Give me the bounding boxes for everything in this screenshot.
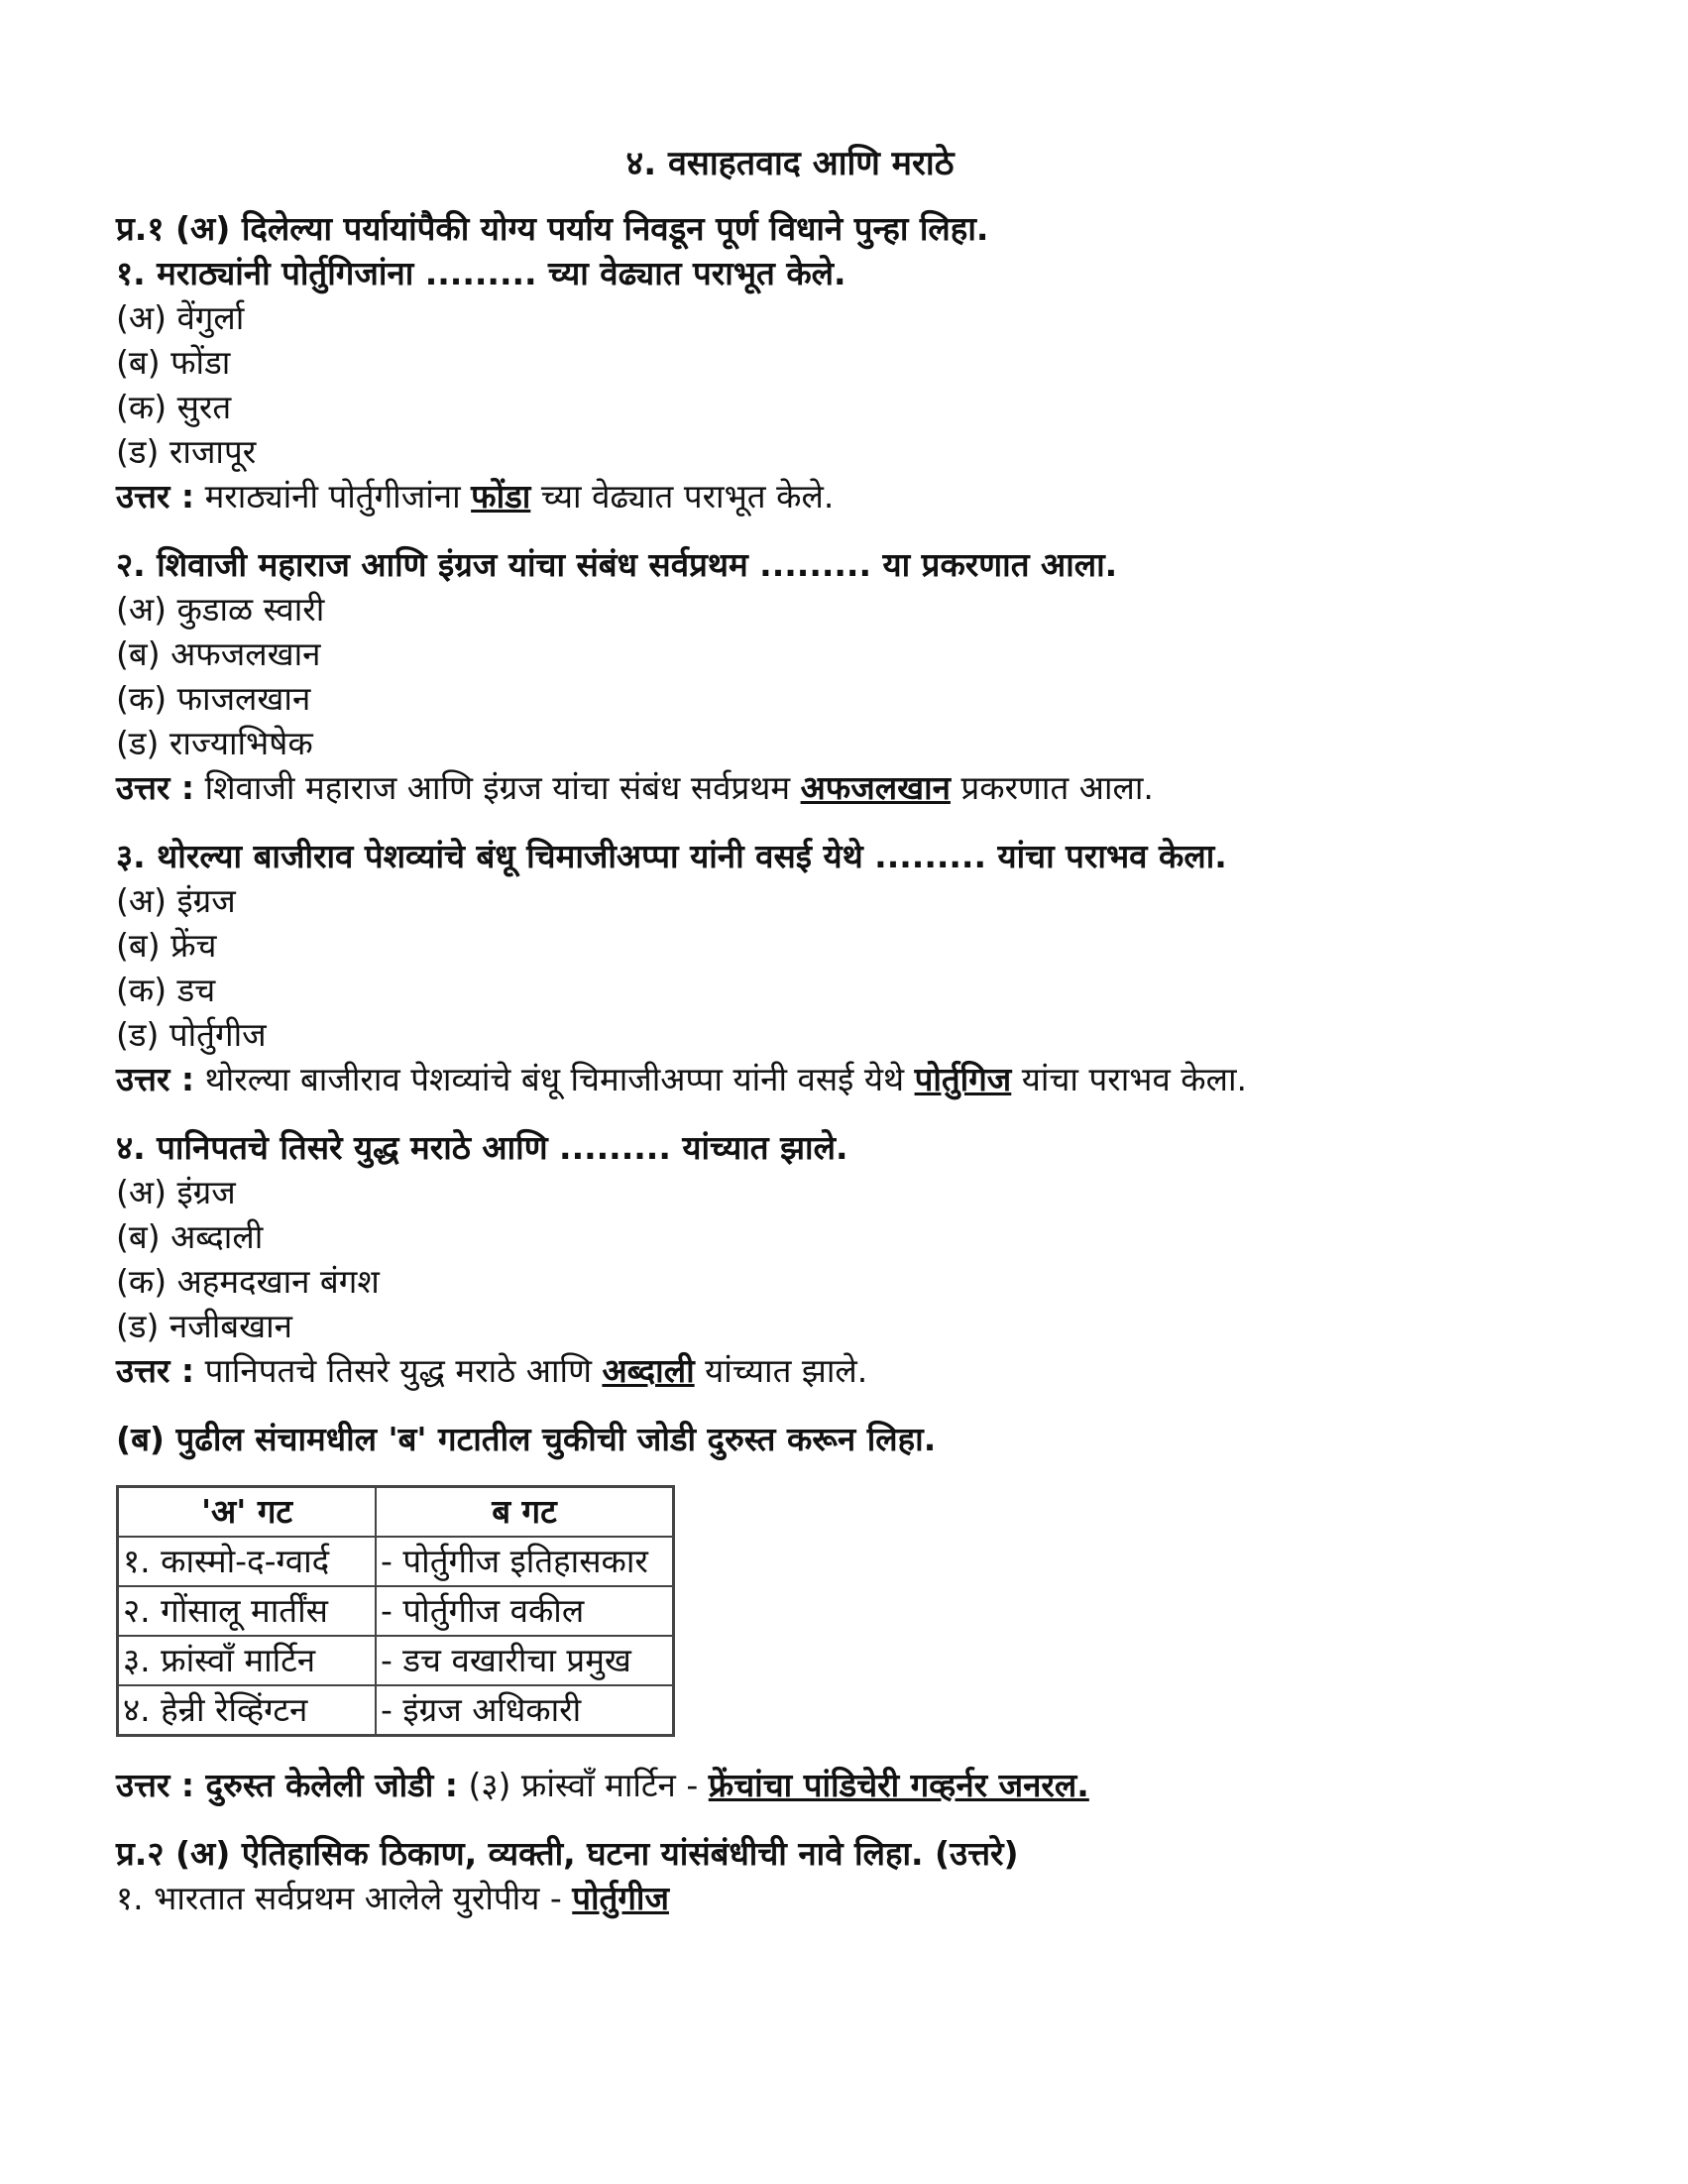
- table-row: [118, 1685, 674, 1736]
- q1-answer-post: च्या वेढ्यात पराभूत केले.: [530, 477, 835, 516]
- table-cell: १. कास्मो-द-ग्वार्द: [118, 1537, 377, 1586]
- answer-label: उत्तर :: [116, 1351, 195, 1390]
- answer-label: उत्तर :: [116, 1060, 195, 1098]
- section1b-answer-label: उत्तर : दुरुस्त केलेली जोडी :: [116, 1766, 458, 1804]
- section1b-answer-key: फ्रेंचांचा पांडिचेरी गव्हर्नर जनरल.: [708, 1766, 1089, 1804]
- q3-answer-pre: थोरल्या बाजीराव पेशव्यांचे बंधू चिमाजीअप्पा यांनी वसई येथे: [194, 1060, 915, 1098]
- q4-option-b: (ब) अब्दाली: [116, 1217, 264, 1256]
- q2-option-c: (क) फाजलखान: [116, 679, 311, 718]
- table-header-row: [118, 1487, 674, 1538]
- section2-item-1: [116, 1876, 1583, 1920]
- q3-answer-post: यांचा पराभव केला.: [1011, 1060, 1248, 1098]
- q2-option-a: (अ) कुडाळ स्वारी: [116, 590, 325, 629]
- q4-answer-post: यांच्यात झाले.: [694, 1351, 868, 1390]
- table-header-b: ब गट: [376, 1487, 674, 1538]
- table-header-a: 'अ' गट: [118, 1487, 377, 1538]
- q3-option-a: (अ) इंग्रज: [116, 881, 236, 920]
- q1-option-b: (ब) फोंडा: [116, 343, 231, 382]
- section1b-answer: [116, 1763, 1583, 1807]
- q1-answer-pre: मराठ्यांनी पोर्तुगीजांना: [194, 477, 472, 516]
- q4-answer-key: अब्दाली: [602, 1351, 695, 1390]
- answer-label: उत्तर :: [116, 477, 195, 516]
- q2-option-b: (ब) अफजलखान: [116, 634, 321, 673]
- table-row: [118, 1586, 674, 1636]
- section2-heading: प्र.२ (अ) ऐतिहासिक ठिकाण, व्यक्ती, घटना यांसंबंधीची नावे लिहा. (उत्तरे): [116, 1834, 1019, 1873]
- question-1: १. मराठ्यांनी पोर्तुगिजांना ......... च्या वेढ्यात पराभूत केले.: [116, 254, 846, 292]
- q2-answer: [116, 765, 1583, 810]
- table-cell: - पोर्तुगीज इतिहासकार: [376, 1537, 674, 1586]
- table-row: [118, 1537, 674, 1586]
- q1-answer: [116, 474, 1583, 518]
- q3-option-c: (क) डच: [116, 971, 216, 1009]
- q2-answer-post: प्रकरणात आला.: [950, 768, 1154, 807]
- section2-item-1-text: १. भारतात सर्वप्रथम आलेले युरोपीय -: [116, 1879, 573, 1917]
- section1b-heading: (ब) पुढील संचामधील 'ब' गटातील चुकीची जोडी दुरुस्त करून लिहा.: [116, 1420, 937, 1458]
- q1-option-c: (क) सुरत: [116, 388, 232, 426]
- section1b-answer-pre: (३) फ्रांस्वाँ मार्टिन -: [458, 1766, 709, 1804]
- q4-answer: [116, 1348, 1583, 1393]
- q3-answer-key: पोर्तुगिज: [914, 1060, 1012, 1098]
- table-row: [118, 1636, 674, 1685]
- q2-answer-key: अफजलखान: [800, 768, 951, 807]
- section1-heading: प्र.१ (अ) दिलेल्या पर्यायांपैकी योग्य पर्याय निवडून पूर्ण विधाने पुन्हा लिहा.: [116, 209, 989, 248]
- table-cell: ४. हेन्री रेव्हिंग्टन: [118, 1685, 377, 1736]
- document-page: [116, 139, 1583, 1920]
- q4-option-d: (ड) नजीबखान: [116, 1307, 292, 1345]
- q1-option-a: (अ) वेंगुर्ला: [116, 298, 245, 337]
- page-title: ४. वसाहतवाद आणि मराठे: [625, 144, 955, 183]
- q3-option-b: (ब) फ्रेंच: [116, 926, 217, 965]
- q3-answer: [116, 1057, 1583, 1101]
- table-cell: - इंग्रज अधिकारी: [376, 1685, 674, 1736]
- section2-item-1-key: पोर्तुगीज: [572, 1879, 669, 1917]
- q4-answer-pre: पानिपतचे तिसरे युद्ध मराठे आणि: [194, 1351, 603, 1390]
- q4-option-c: (क) अहमदखान बंगश: [116, 1262, 380, 1301]
- q1-option-d: (ड) राजापूर: [116, 432, 257, 471]
- q2-option-d: (ड) राज्याभिषेक: [116, 724, 313, 762]
- question-3: ३. थोरल्या बाजीराव पेशव्यांचे बंधू चिमाजीअप्पा यांनी वसई येथे ......... यांचा पराभव केला.: [116, 837, 1227, 875]
- q4-option-a: (अ) इंग्रज: [116, 1173, 236, 1211]
- q1-answer-key: फोंडा: [471, 477, 531, 516]
- table-cell: - पोर्तुगीज वकील: [376, 1586, 674, 1636]
- question-4: ४. पानिपतचे तिसरे युद्ध मराठे आणि ......... यांच्यात झाले.: [116, 1128, 848, 1167]
- table-cell: २. गोंसालू मार्तींस: [118, 1586, 377, 1636]
- q3-option-d: (ड) पोर्तुगीज: [116, 1015, 267, 1054]
- q2-answer-pre: शिवाजी महाराज आणि इंग्रज यांचा संबंध सर्वप्रथम: [194, 768, 801, 807]
- table-cell: - डच वखारीचा प्रमुख: [376, 1636, 674, 1685]
- question-2: २. शिवाजी महाराज आणि इंग्रज यांचा संबंध सर्वप्रथम ......... या प्रकरणात आला.: [116, 545, 1118, 584]
- table-cell: ३. फ्रांस्वाँ मार्टिन: [118, 1636, 377, 1685]
- answer-label: उत्तर :: [116, 768, 195, 807]
- match-table: [116, 1485, 675, 1737]
